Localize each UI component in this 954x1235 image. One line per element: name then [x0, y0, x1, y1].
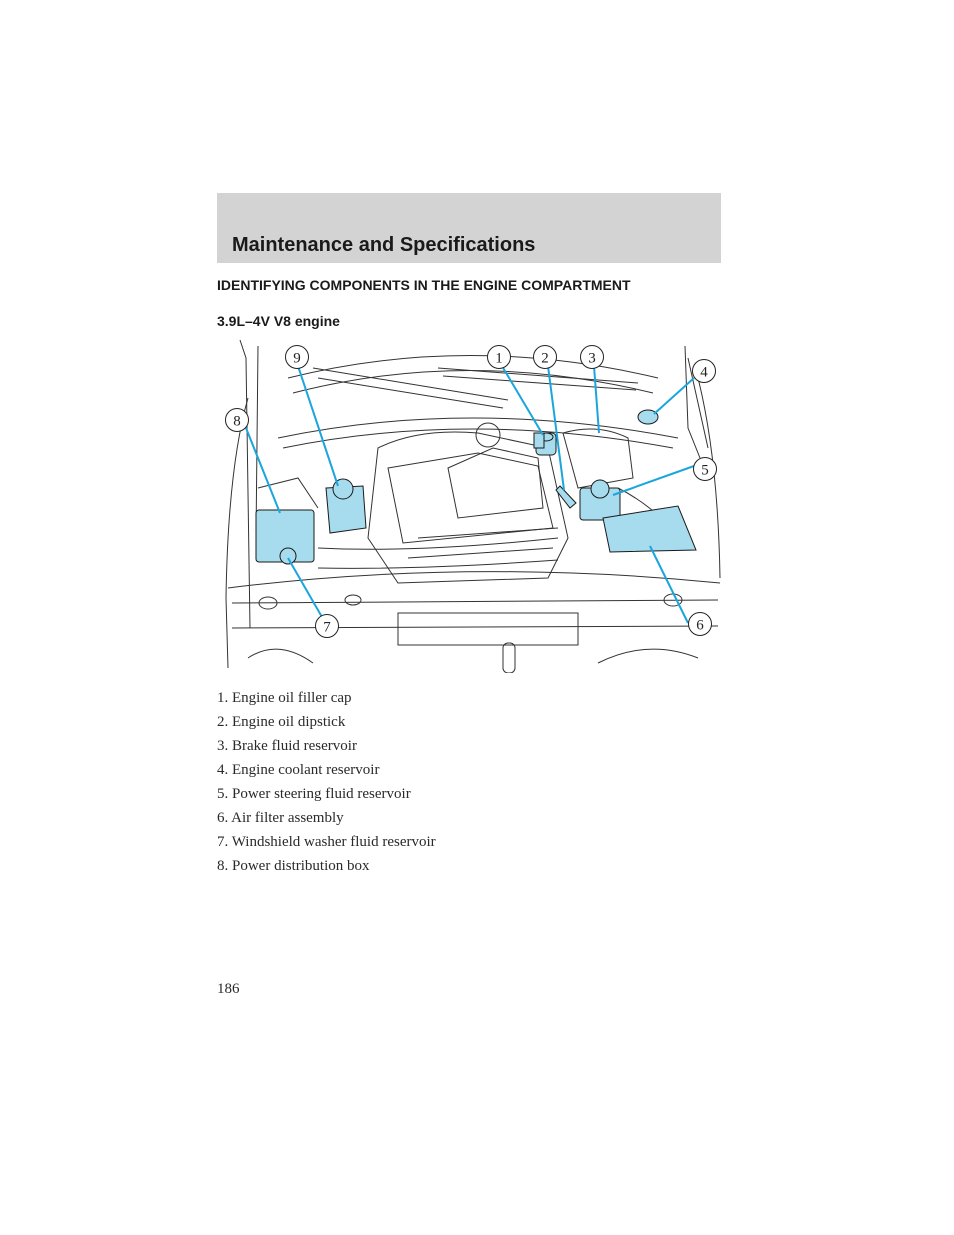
section-header-bar [217, 193, 721, 263]
legend-item: 1. Engine oil filler cap [217, 690, 352, 706]
callout-1 [488, 346, 511, 369]
svg-text:9: 9 [293, 350, 301, 367]
section-heading: IDENTIFYING COMPONENTS IN THE ENGINE COMPARTMENT [217, 277, 631, 293]
svg-text:8: 8 [233, 413, 241, 430]
callout-9 [286, 346, 309, 369]
legend-item: 2. Engine oil dipstick [217, 714, 346, 730]
legend-item: 8. Power distribution box [217, 858, 370, 874]
svg-text:6: 6 [696, 617, 704, 634]
page-title: Maintenance and Specifications [232, 234, 536, 256]
callout-7 [316, 615, 339, 638]
legend-item: 5. Power steering fluid reservoir [217, 786, 411, 802]
legend-item: 3. Brake fluid reservoir [217, 738, 357, 754]
callout-3 [581, 346, 604, 369]
svg-text:4: 4 [700, 364, 708, 381]
svg-text:2: 2 [541, 350, 549, 367]
component-legend [217, 686, 436, 878]
legend-item: 4. Engine coolant reservoir [217, 762, 380, 778]
svg-text:7: 7 [323, 619, 331, 636]
svg-text:1: 1 [495, 350, 503, 367]
svg-text:3: 3 [588, 350, 596, 367]
callout-4 [693, 360, 716, 383]
page-number: 186 [217, 981, 240, 997]
svg-text:5: 5 [701, 462, 709, 479]
callout-leaders [246, 366, 694, 624]
engine-label: 3.9L–4V V8 engine [217, 313, 340, 329]
engine-compartment-diagram [218, 338, 723, 673]
callout-markers [226, 346, 717, 638]
callout-2 [534, 346, 557, 369]
callout-8 [226, 409, 249, 432]
callout-5 [694, 458, 717, 481]
callout-6 [689, 613, 712, 636]
legend-item: 6. Air filter assembly [217, 810, 344, 826]
legend-item: 7. Windshield washer fluid reservoir [217, 834, 436, 850]
